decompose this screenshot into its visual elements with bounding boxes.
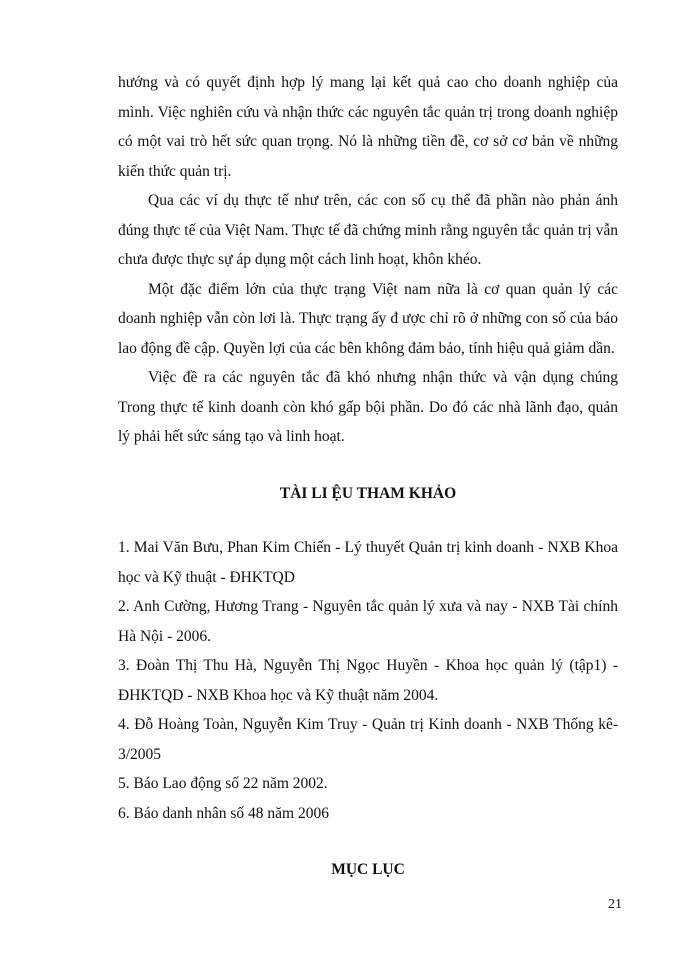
table-of-contents-heading: MỤC LỤC: [331, 861, 405, 878]
paragraph-examples: Qua các ví dụ thực tế như trên, các con số cụ thể đã phần nào phản ánh đúng thực tế của Việt Nam. Thực tế đã chứng minh rằng nguyên tắc quản trị vẫn chưa được thực sự áp dụng một cách linh hoạt, khôn khéo.: [118, 192, 618, 268]
reference-item: 4. Đỗ Hoàng Toàn, Nguyễn Kim Truy - Quản trị Kinh doanh - NXB Thống kê- 3/2005: [118, 716, 618, 763]
reference-item: 2. Anh Cường, Hương Trang - Nguyên tắc quản lý xưa và nay - NXB Tài chính Hà Nội - 2006.: [118, 598, 618, 645]
references-heading: TÀI LI ỆU THAM KHẢO: [279, 484, 457, 502]
references-list: [118, 533, 618, 828]
paragraph-continuation: hướng và có quyết định hợp lý mang lại kết quả cao cho doanh nghiệp của mình. Việc nghiên cứu và nhận thức các nguyên tắc quản trị trong doanh nghiệp có một vai trò hết sức quan trọng. Nó là những tiền đề, cơ sở cơ bản về những kiến thức quản trị.: [118, 74, 618, 180]
reference-item: 6. Báo danh nhân số 48 năm 2006: [118, 804, 329, 822]
paragraph-conclusion: Việc đề ra các nguyên tắc đã khó nhưng nhận thức và vận dụng chúng Trong thực tế kinh doanh còn khó gấp bội phần. Do đó các nhà lãnh đạo, quản lý phải hết sức sáng tạo và linh hoạt.: [118, 369, 618, 445]
page-number: 21: [608, 897, 622, 912]
reference-item: 3. Đoàn Thị Thu Hà, Nguyễn Thị Ngọc Huyền - Khoa học quản lý (tập1) - ĐHKTQD - NXB Khoa học và Kỹ thuật năm 2004.: [118, 657, 618, 704]
reference-item: 5. Báo Lao động số 22 năm 2002.: [118, 775, 328, 792]
reference-item: 1. Mai Văn Bưu, Phan Kim Chiến - Lý thuyết Quản trị kinh doanh - NXB Khoa học và Kỹ thuật - ĐHKTQD: [118, 539, 618, 586]
paragraph-characteristics: Một đặc điểm lớn của thực trạng Việt nam nữa là cơ quan quản lý các doanh nghiệp vẫn còn lơi là. Thực trạng ấy đ ược chỉ rõ ở những con số của báo lao động đề cập. Quyền lợi của các bên không đảm bảo, tính hiệu quả giảm dần.: [118, 280, 618, 357]
page-content: [118, 68, 618, 885]
